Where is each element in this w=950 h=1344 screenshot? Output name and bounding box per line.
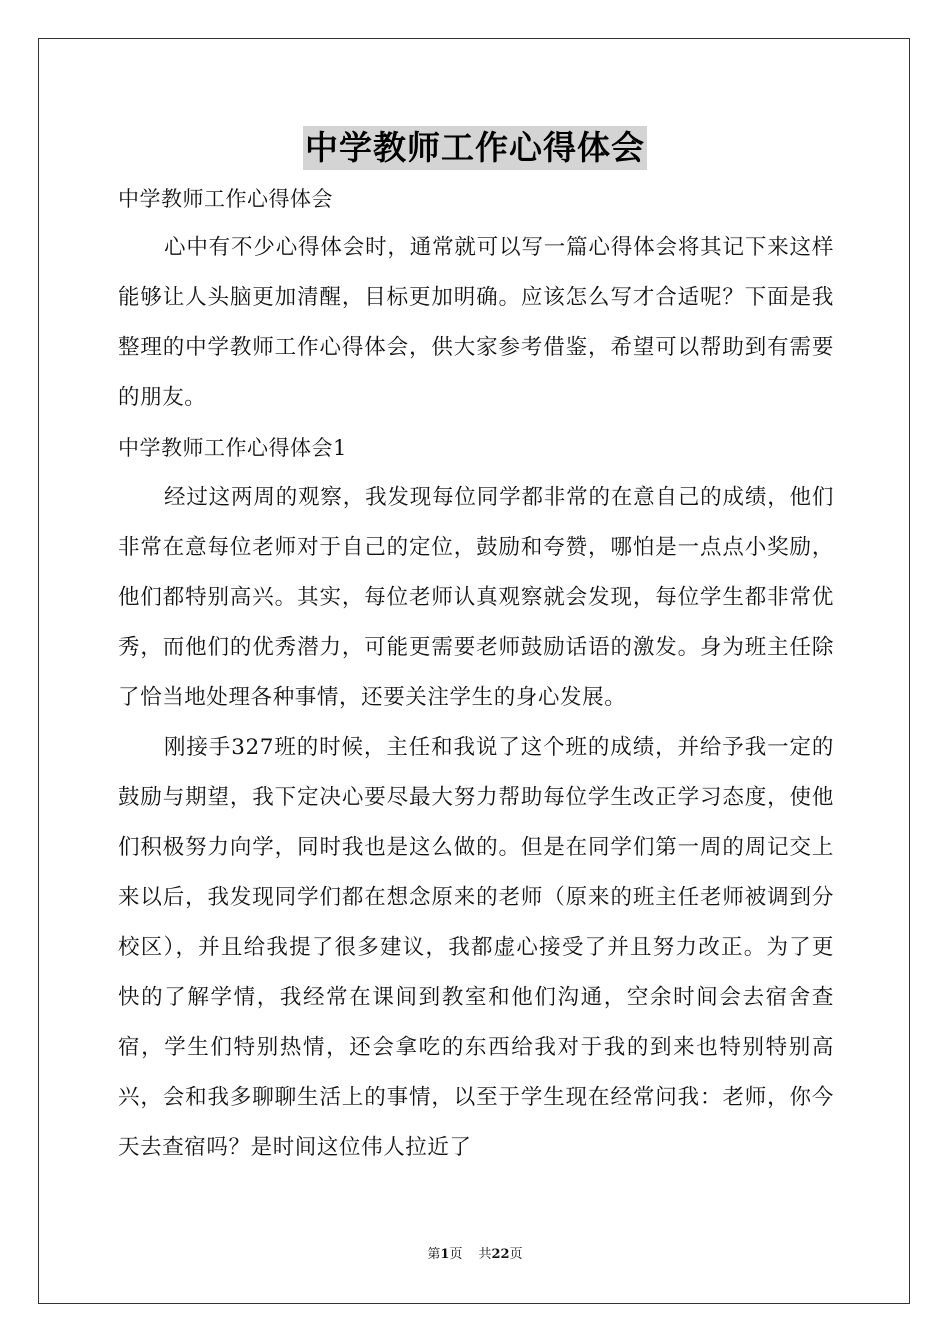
body-paragraph-1: 经过这两周的观察，我发现每位同学都非常的在意自己的成绩，他们非常在意每位老师对于自己的定位，鼓励和夸赞，哪怕是一点点小奖励，他们都特别高兴。其实，每位老师认真观察就会发现，每位学生都非常优秀，而他们的优秀潜力，可能更需要老师鼓励话语的激发。身为班主任除了恰当地处理各种事情，还要关注学生的身心发展。 xyxy=(118,485,834,710)
total-suffix: 页 xyxy=(509,1247,523,1262)
document-title: 中学教师工作心得体会 xyxy=(303,126,647,170)
intro-block xyxy=(118,223,834,423)
total-prefix: 共 xyxy=(478,1247,492,1262)
page-suffix: 页 xyxy=(449,1247,463,1262)
body-paragraph-2: 刚接手327班的时候，主任和我说了这个班的成绩，并给予我一定的鼓励与期望，我下定决心要尽最大努力帮助每位学生改正学习态度，使他们积极努力向学，同时我也是这么做的。但是在同学们第一周的周记交上来以后，我发现同学们都在想念原来的老师（原来的班主任老师被调到分校区），并且给我提了很多建议，我都虚心接受了并且努力改正。为了更快的了解学情，我经常在课间到教室和他们沟通，空余时间会去宿舍查宿，学生们特别热情，还会拿吃的东西给我对于我的到来也特别特别高兴，会和我多聊聊生活上的事情，以至于学生现在经常问我：老师，你今天去查宿吗？是时间这位伟人拉近了 xyxy=(118,735,834,1160)
page-footer xyxy=(0,1246,950,1264)
section-heading: 中学教师工作心得体会1 xyxy=(118,436,347,460)
total-pages-number: 22 xyxy=(491,1247,510,1262)
page-prefix: 第 xyxy=(427,1247,441,1262)
body-block xyxy=(118,473,834,1173)
current-page-number: 1 xyxy=(440,1247,450,1262)
intro-paragraph: 心中有不少心得体会时，通常就可以写一篇心得体会将其记下来这样能够让人头脑更加清醒，目标更加明确。应该怎么写才合适呢？下面是我整理的中学教师工作心得体会，供大家参考借鉴，希望可以帮助到有需要的朋友。 xyxy=(118,235,834,410)
document-subtitle: 中学教师工作心得体会 xyxy=(118,187,333,211)
title-container xyxy=(0,126,950,170)
